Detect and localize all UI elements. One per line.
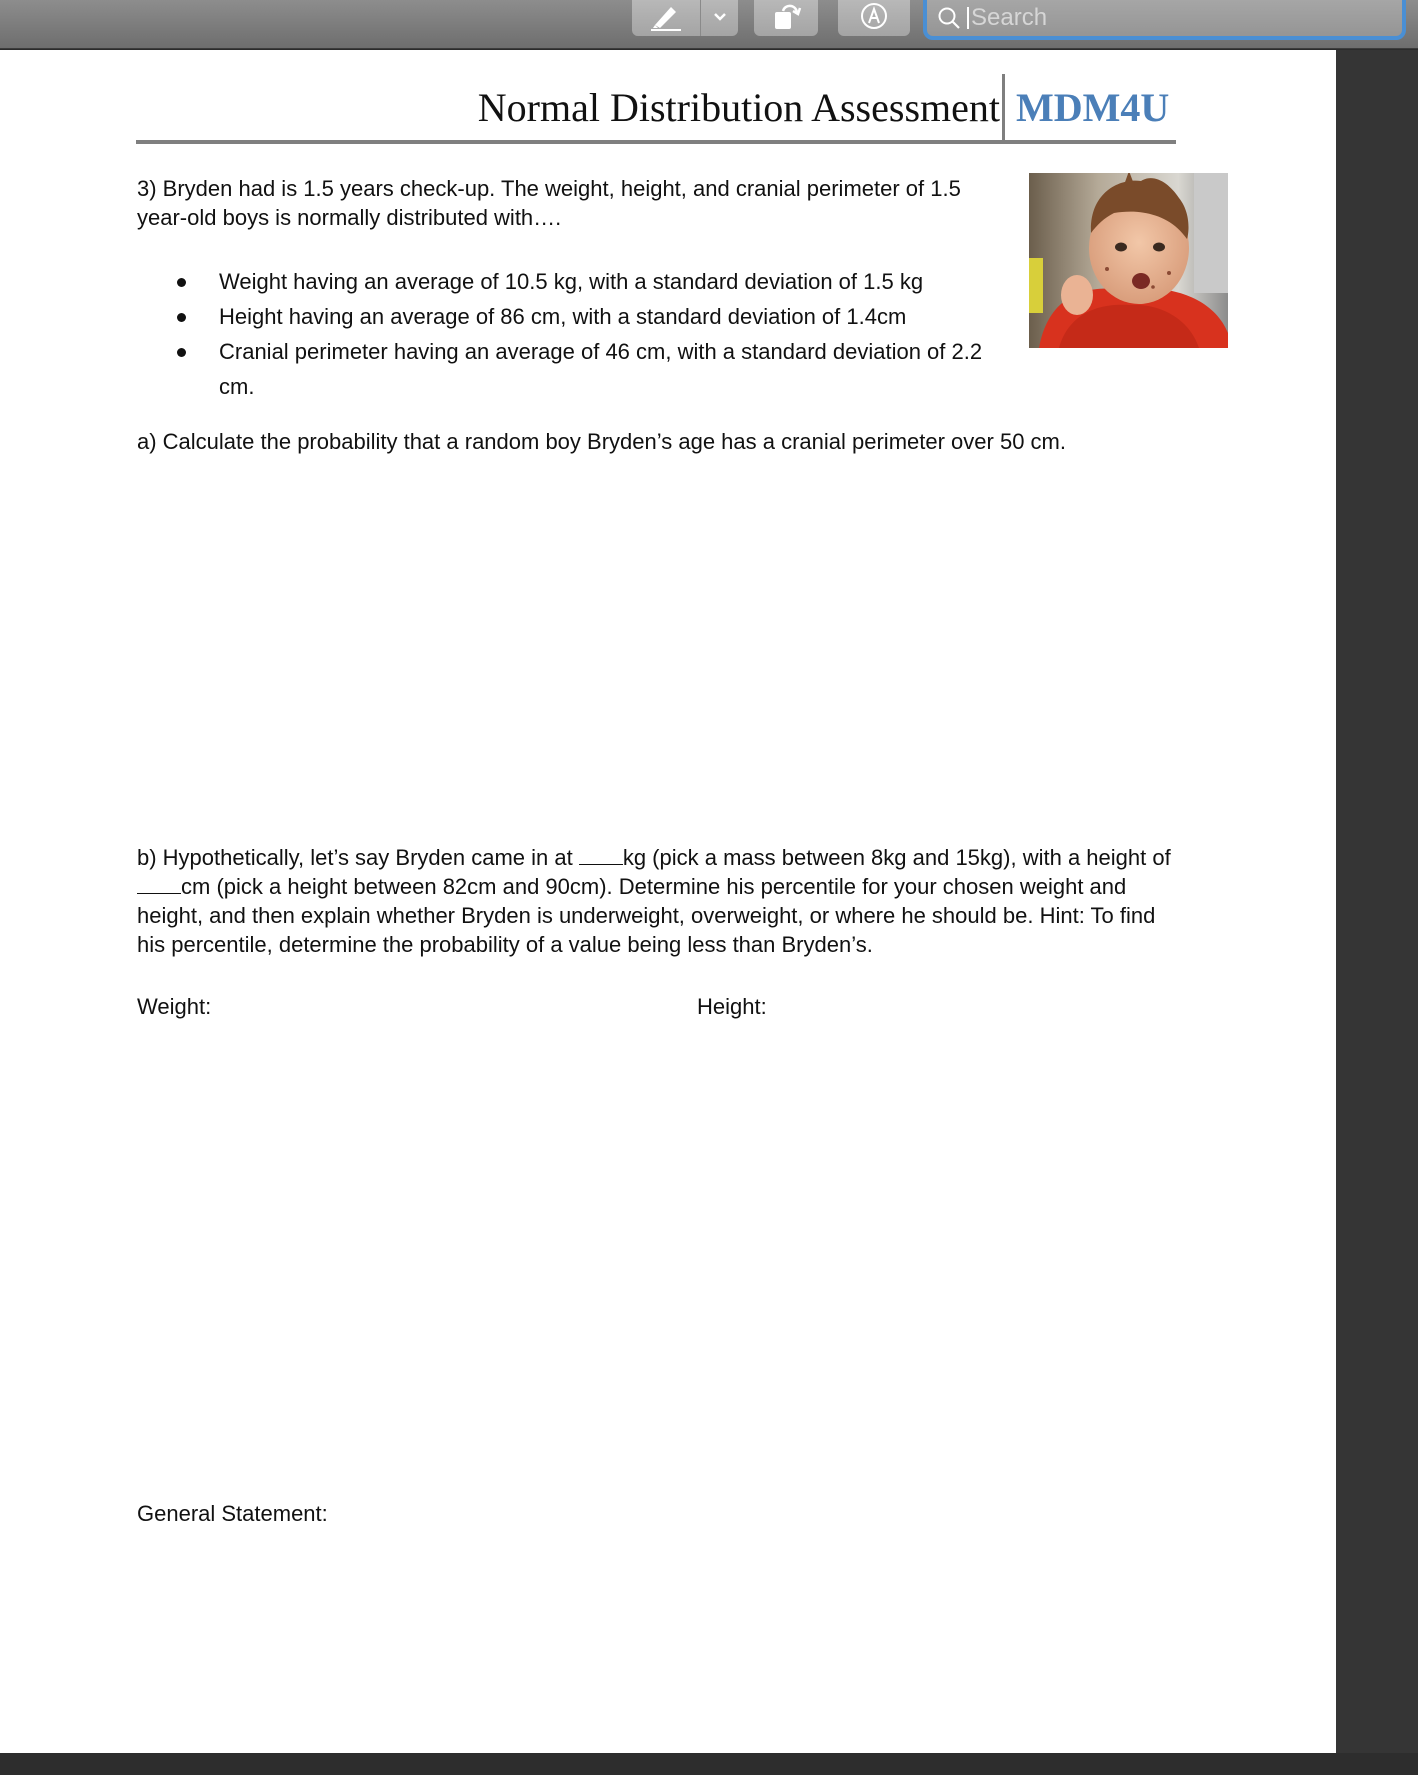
toolbar [0, 0, 1418, 49]
markup-icon [859, 1, 889, 36]
bullet-dot [177, 278, 186, 287]
height-label: Height: [697, 994, 767, 1019]
question-intro: 3) Bryden had is 1.5 years check-up. The weight, height, and cranial perimeter of 1.5 year-old boys is normally distributed with…. [137, 176, 961, 230]
rotate-button[interactable] [754, 0, 818, 36]
highlight-options-button[interactable] [701, 0, 738, 36]
general-statement-label: General Statement: [137, 1501, 328, 1526]
rotate-icon [769, 1, 803, 36]
list-item [137, 299, 1017, 334]
search-field[interactable] [923, 0, 1406, 40]
bullet-dot [177, 313, 186, 322]
bullet-text: Height having an average of 86 cm, with a standard deviation of 1.4cm [219, 304, 907, 329]
window-side-area [1336, 50, 1418, 1775]
bullet-text: Cranial perimeter having an average of 46 cm, with a standard deviation of 2.2 cm. [219, 339, 983, 399]
highlighter-icon [649, 1, 683, 36]
weight-blank [579, 844, 623, 865]
question-part-b [137, 843, 1187, 959]
course-code: MDM4U [1016, 85, 1170, 130]
part-b-middle: kg (pick a mass between 8kg and 15kg), with a height of [622, 845, 1171, 870]
list-item [137, 334, 1017, 404]
height-blank [137, 873, 181, 894]
bullet-dot [177, 348, 186, 357]
text-cursor [967, 7, 969, 29]
document-page [0, 50, 1336, 1753]
window-bottom-area [0, 1753, 1418, 1775]
question-part-a: a) Calculate the probability that a random boy Bryden’s age has a cranial perimeter over 50 cm. [137, 429, 1066, 454]
document-header [136, 74, 1176, 144]
search-input[interactable] [971, 4, 1351, 32]
statistics-list [137, 264, 1017, 404]
child-photo [1029, 173, 1228, 348]
document-title: Normal Distribution Assessment [477, 85, 1000, 130]
weight-label: Weight: [137, 994, 212, 1019]
bullet-text: Weight having an average of 10.5 kg, with a standard deviation of 1.5 kg [219, 269, 924, 294]
markup-button[interactable] [838, 0, 910, 36]
highlight-button-group [632, 0, 738, 36]
part-b-prefix: b) Hypothetically, let’s say Bryden came in at [137, 845, 579, 870]
highlight-button[interactable] [632, 0, 701, 36]
header-divider [1002, 74, 1005, 140]
chevron-down-icon [713, 9, 727, 27]
list-item [137, 264, 1017, 299]
search-icon [937, 6, 961, 30]
part-b-rest: cm (pick a height between 82cm and 90cm). Determine his percentile for your chosen weight and height, and then explain whether Bryden is underweight, overweight, or where he should be. Hint: To find his percentile, determine the probability of a value being less than Bryden’s. [137, 874, 1156, 957]
